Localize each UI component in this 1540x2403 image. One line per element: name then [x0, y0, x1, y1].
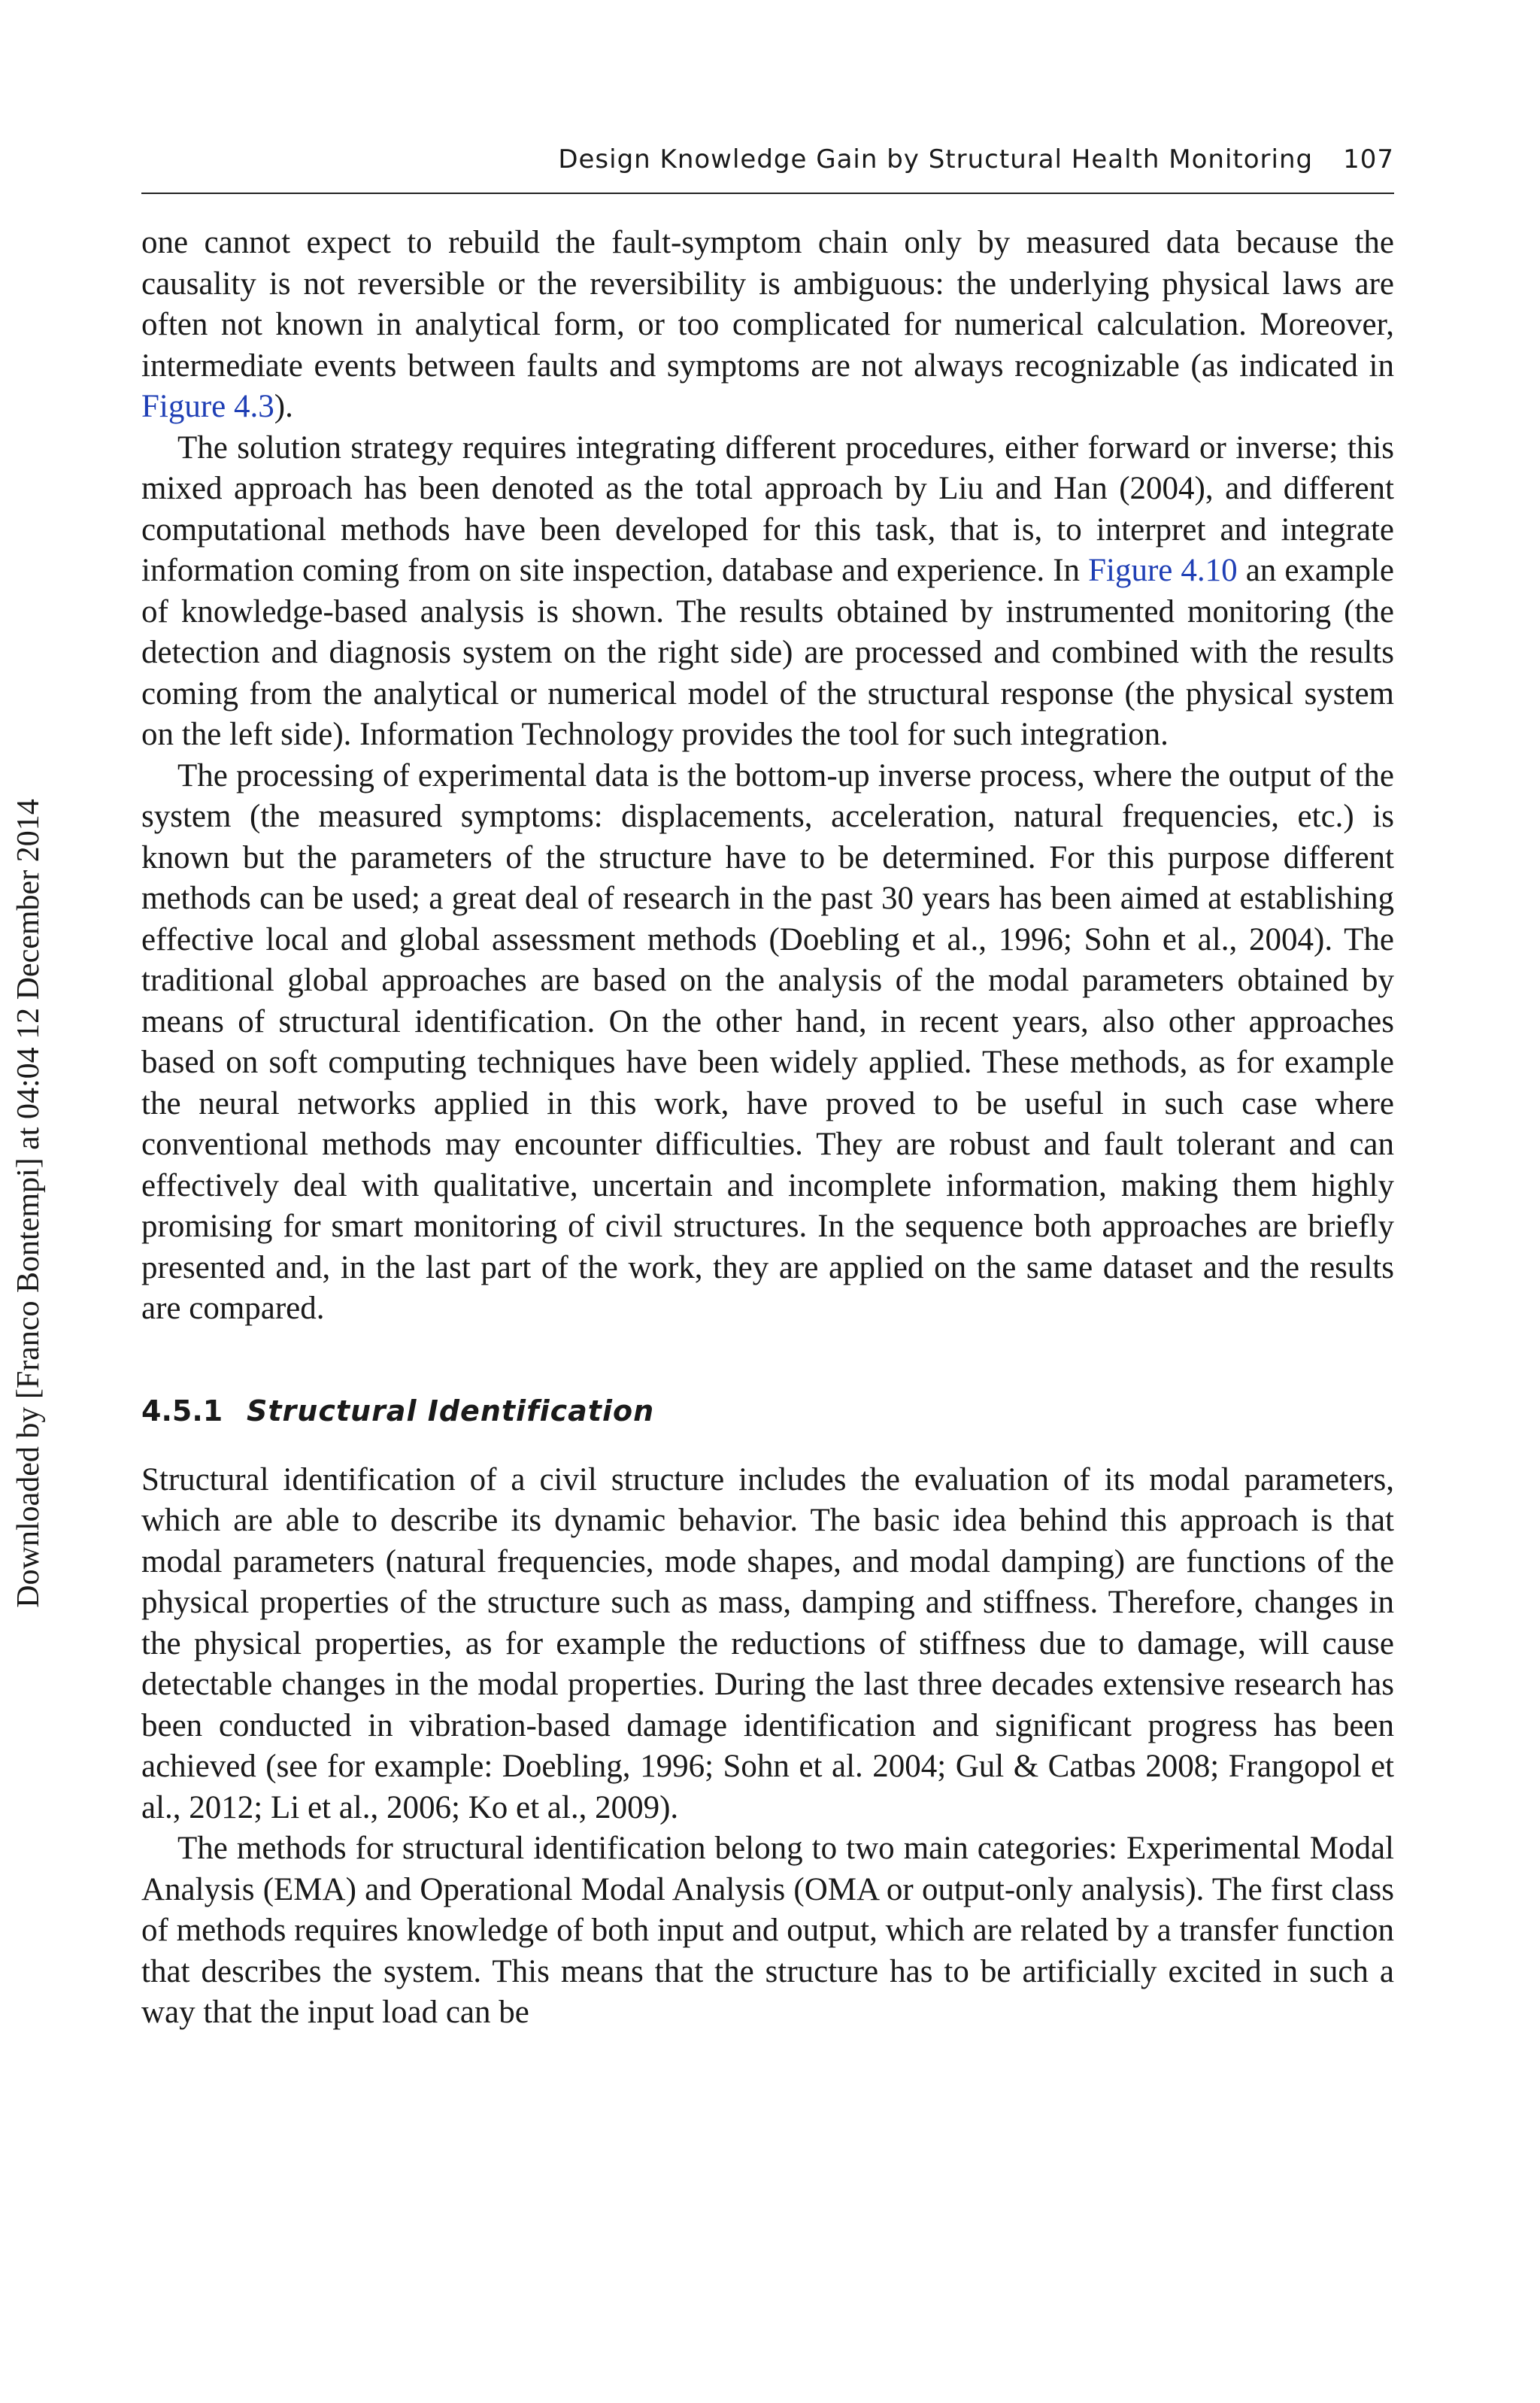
running-title: Design Knowledge Gain by Structural Health Monitoring: [558, 144, 1314, 174]
download-watermark: Downloaded by [Franco Bontempi] at 04:04 12 December 2014: [11, 799, 46, 1608]
paragraph-1: one cannot expect to rebuild the fault-symptom chain only by measured data because the causality is not reversible or the reversibility is ambiguous: the underlying physical laws are often not known in analytical form, or too complicated for numerical calculation. Moreover, intermediate events between faults and symptoms are not always recognizable (as indicated in Figure 4.3).: [141, 225, 1394, 424]
running-header: [141, 144, 1394, 194]
section-heading: [141, 1396, 1394, 1426]
figure-4-3-link[interactable]: Figure 4.3: [141, 389, 274, 424]
figure-4-10-link[interactable]: Figure 4.10: [1088, 553, 1238, 588]
section-number: 4.5.1: [141, 1394, 223, 1428]
paragraph-2: The solution strategy requires integrating different procedures, either forward or inverse; this mixed approach has been denoted as the total approach by Liu and Han (2004), and different computational methods have been developed for this task, that is, to interpret and integrate information coming from on site inspection, database and experience. In Figure 4.10 an example of knowledge-based analysis is shown. The results obtained by instrumented monitoring (the detection and diagnosis system on the right side) are processed and combined with the results coming from the analytical or numerical model of the structural response (the physical system on the left side). Information Technology provides the tool for such integration.: [141, 429, 1394, 752]
section-title: Structural Identification: [247, 1394, 655, 1428]
paragraph-4: Structural identification of a civil structure includes the evaluation of its modal parameters, which are able to describe its dynamic behavior. The basic idea behind this approach is that modal parameters (natural frequencies, mode shapes, and modal damping) are functions of the physical properties of the structure such as mass, damping and stiffness. Therefore, changes in the physical properties, as for example the reductions of stiffness due to damage, will cause detectable changes in the modal properties. During the last three decades extensive research has been conducted in vibration-based damage identification and significant progress has been achieved (see for example: Doebling, 1996; Sohn et al. 2004; Gul & Catbas 2008; Frangopol et al., 2012; Li et al., 2006; Ko et al., 2009).: [141, 1461, 1394, 1825]
page-body: [141, 223, 1394, 2034]
page-number: 107: [1343, 144, 1394, 174]
paragraph-5: The methods for structural identification belong to two main categories: Experimental Modal Analysis (EMA) and Operational Modal Analysis (OMA or output-only analysis). The first class of methods requires knowledge of both input and output, which are related by a transfer function that describes the system. This means that the structure has to be artificially excited in such a way that the input load can be: [141, 1831, 1394, 2030]
paragraph-3: The processing of experimental data is the bottom-up inverse process, where the output of the system (the measured symptoms: displacements, acceleration, natural frequencies, etc.) is known but the parameters of the structure have to be determined. For this purpose different methods can be used; a great deal of research in the past 30 years has been aimed at establishing effective local and global assessment methods (Doebling et al., 1996; Sohn et al., 2004). The traditional global approaches are based on the analysis of the modal parameters obtained by means of structural identification. On the other hand, in recent years, also other approaches based on soft computing techniques have been widely applied. These methods, as for example the neural networks applied in this work, have proved to be useful in such case where conventional methods may encounter difficulties. They are robust and fault tolerant and can effectively deal with qualitative, uncertain and incomplete information, making them highly promising for smart monitoring of civil structures. In the sequence both approaches are briefly presented and, in the last part of the work, they are applied on the same dataset and the results are compared.: [141, 757, 1394, 1326]
